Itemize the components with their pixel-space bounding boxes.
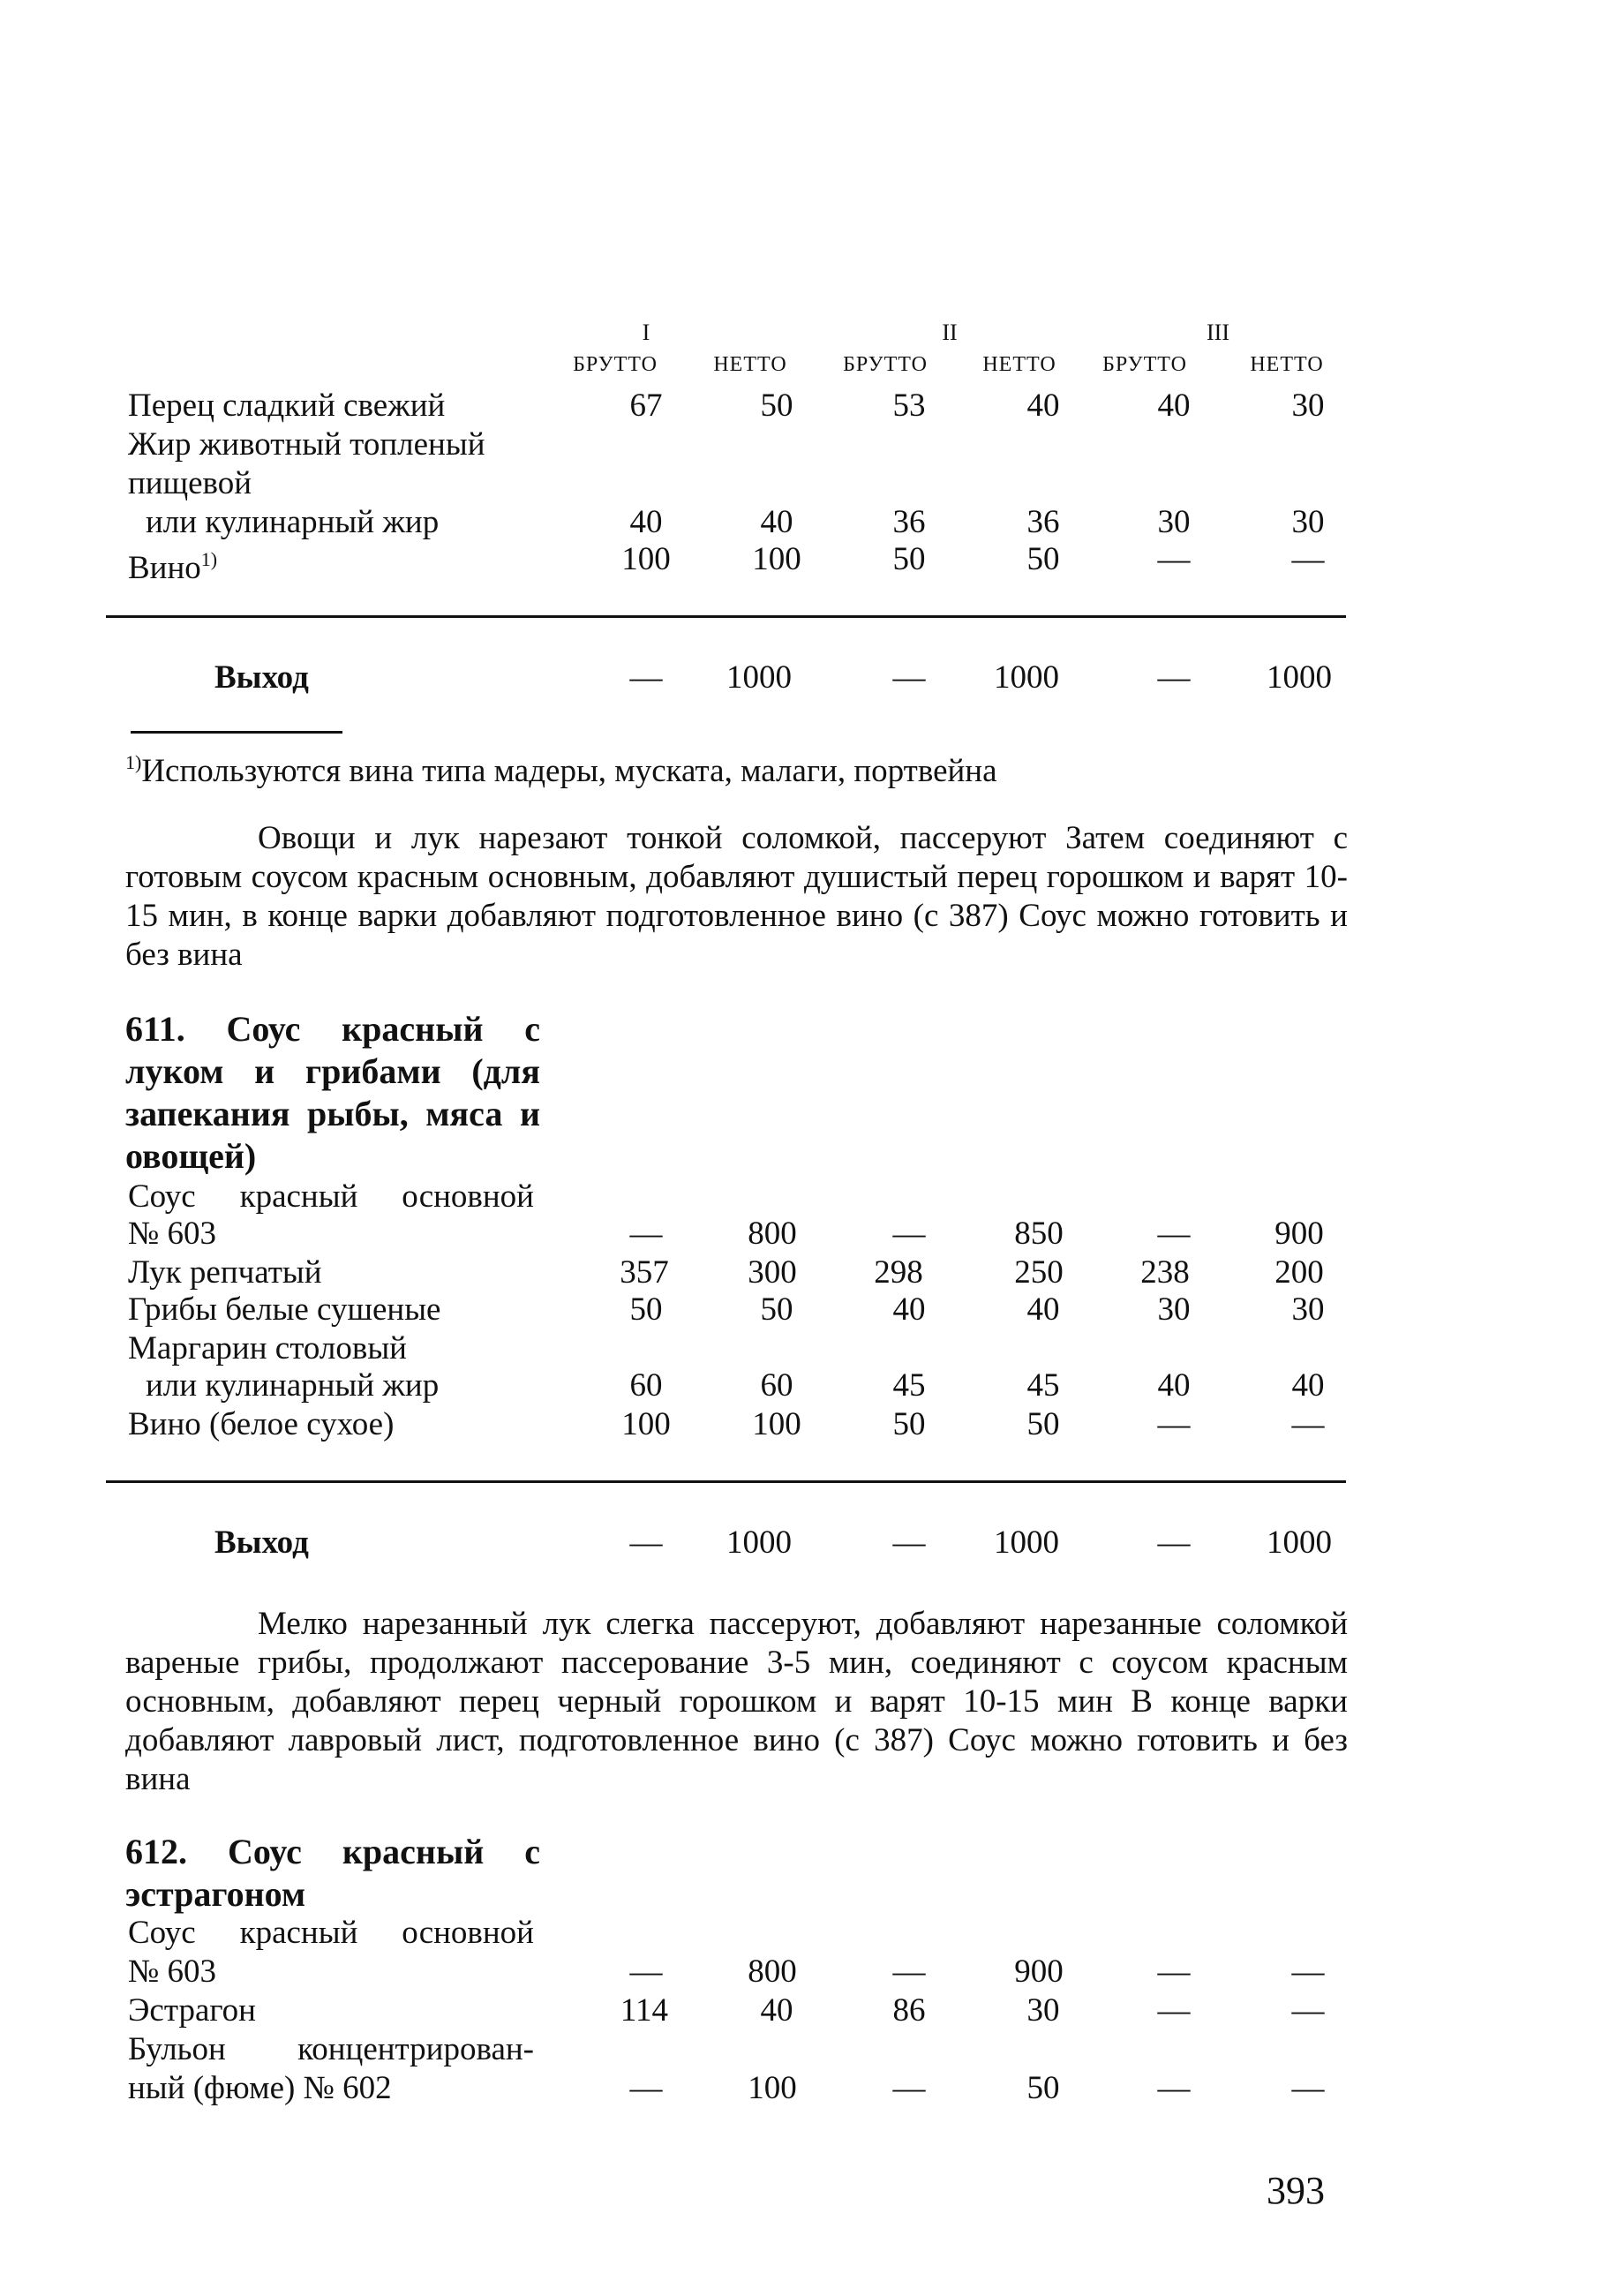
table-cell: 800 [748,1954,797,1990]
table-row-label: Бульон концентрирован- [128,2031,534,2067]
table-cell: 30 [1291,504,1325,540]
recipe-611-title: 611. Соус красный с луком и грибами (для запекания рыбы, мяса и овощей) [125,1009,540,1176]
table-cell: 40 [760,504,793,540]
output-cell: — [629,659,663,696]
table-cell: 30 [1291,388,1325,424]
table-cell: 238 [1140,1254,1190,1291]
output-cell: — [892,659,926,696]
table-row-label: Жир животный топленый [128,426,485,463]
paragraph-method-1: Овощи и лук нарезают тонкой соломкой, пассеруют Затем соединяют с готовым соусом красным основным, добавляют душистый перец горошком и варят 10-15 мин, в конце варки добавляют подготовленное вино (с 387) Соус можно готовить и без вина [125,820,1348,973]
table-cell: — [1157,1406,1191,1442]
table-cell: 60 [629,1367,663,1404]
table-cell: 36 [892,504,926,540]
output-cell: 1000 [1267,659,1332,696]
table-cell: 40 [1026,388,1060,424]
recipe-612-title: 612. Соус красный с эстрагоном [125,1832,540,1914]
footnote-mark: 1) [125,751,142,773]
table-row-label: Соус красный основной [128,1178,534,1215]
output-label: Выход [214,1524,309,1561]
table-row-label-text: Вино [128,550,201,586]
table-cell: 100 [621,1406,671,1442]
table-cell: — [1291,1992,1325,2029]
footnote-text: Используются вина типа мадеры, муската, малаги, портвейна [141,753,997,789]
table-cell: 298 [874,1254,923,1291]
table-cell: 40 [1291,1367,1325,1404]
output-cell: — [1157,1524,1191,1561]
table-cell: 50 [760,1291,793,1328]
table-cell: 53 [892,388,926,424]
table-row-label: Перец сладкий свежий [128,388,446,424]
footnote [125,743,997,791]
output-cell: — [1157,659,1191,696]
table-cell: 50 [892,541,926,577]
table-cell: 200 [1274,1254,1324,1291]
table-cell: — [1291,2070,1325,2106]
col-header-brutto-2: БРУТТО [843,353,928,376]
table-cell: 250 [1014,1254,1064,1291]
table-cell: 100 [621,541,671,577]
table-cell: — [629,1216,663,1252]
table-cell: 40 [1157,1367,1191,1404]
table-rule [106,615,1346,618]
table-cell: 30 [1291,1291,1325,1328]
footnote-ref: 1) [200,548,218,570]
table-cell: 86 [892,1992,926,2029]
table-row-label: или кулинарный жир [146,1367,440,1404]
table-cell: 30 [1157,1291,1191,1328]
group-header-2: II [942,320,958,345]
table-cell: 800 [748,1216,797,1252]
table-cell: 50 [760,388,793,424]
table-row-label: Вино (белое сухое) [128,1406,395,1442]
output-cell: 1000 [994,659,1059,696]
table-cell: 100 [752,541,801,577]
table-cell: 40 [892,1291,926,1328]
table-cell: 30 [1157,504,1191,540]
table-cell: 50 [1026,2070,1060,2106]
table-cell: — [1157,1954,1191,1990]
table-cell: 114 [620,1992,669,2029]
table-row-label: Лук репчатый [128,1254,322,1291]
table-cell: 100 [748,2070,797,2106]
output-cell: 1000 [726,659,792,696]
table-cell: — [1157,2070,1191,2106]
output-cell: 1000 [1267,1524,1332,1561]
output-cell: — [892,1524,926,1561]
table-cell: 900 [1274,1216,1324,1252]
table-cell: 45 [1026,1367,1060,1404]
table-row-label: Соус красный основной [128,1915,534,1951]
table-cell: — [892,1216,926,1252]
table-cell: — [1157,541,1191,577]
table-cell: — [1157,1992,1191,2029]
table-cell: 40 [1157,388,1191,424]
table-cell: 36 [1026,504,1060,540]
col-header-netto-3: НЕТТО [1250,353,1324,376]
table-cell: — [1291,541,1325,577]
page-number: 393 [1267,2169,1325,2212]
table-cell: 50 [892,1406,926,1442]
table-cell: 50 [1026,541,1060,577]
table-cell: 67 [629,388,663,424]
group-header-1: I [642,320,650,345]
table-cell: 50 [1026,1406,1060,1442]
col-header-netto-2: НЕТТО [982,353,1056,376]
table-cell: 50 [629,1291,663,1328]
table-row-label: Эстрагон [128,1992,256,2029]
output-cell: 1000 [994,1524,1059,1561]
table-cell: 30 [1026,1992,1060,2029]
table-cell: 100 [752,1406,801,1442]
table-cell: — [1157,1216,1191,1252]
col-header-netto-1: НЕТТО [713,353,787,376]
table-cell: 60 [760,1367,793,1404]
paragraph-method-2: Мелко нарезанный лук слегка пассеруют, добавляют нарезанные соломкой вареные грибы, продолжают пассерование 3-5 мин, соединяют с соусом красным основным, добавляют перец черный горошком и варят 10-15 мин В конце варки добавляют лавровый лист, подготовленное вино (с 387) Соус можно готовить и без вина [125,1606,1348,1797]
col-header-brutto-1: БРУТТО [573,353,658,376]
table-cell: — [1291,1406,1325,1442]
table-cell: 40 [629,504,663,540]
table-cell: 850 [1014,1216,1064,1252]
output-cell: — [629,1524,663,1561]
table-row-label: № 603 [128,1954,217,1990]
footnote-rule [131,731,342,734]
table-rule [106,1480,1346,1483]
table-cell: 40 [1026,1291,1060,1328]
table-cell: — [892,2070,926,2106]
table-row-label: Маргарин столовый [128,1330,407,1366]
output-label: Выход [214,659,309,696]
table-cell: 300 [748,1254,797,1291]
table-cell: — [1291,1954,1325,1990]
table-row-label: пищевой [128,465,252,501]
group-header-3: III [1207,320,1229,345]
table-row-label: Грибы белые сушеные [128,1291,441,1328]
table-cell: 45 [892,1367,926,1404]
table-cell: 357 [620,1254,669,1291]
table-cell: — [629,2070,663,2106]
table-row-label: № 603 [128,1216,217,1252]
table-row-label: или кулинарный жир [146,504,440,540]
table-cell: — [892,1954,926,1990]
output-cell: 1000 [726,1524,792,1561]
table-row-label-wine [128,540,217,588]
col-header-brutto-3: БРУТТО [1102,353,1187,376]
table-cell: 900 [1014,1954,1064,1990]
table-row-label: ный (фюме) № 602 [128,2070,392,2106]
table-cell: — [629,1954,663,1990]
table-cell: 40 [760,1992,793,2029]
